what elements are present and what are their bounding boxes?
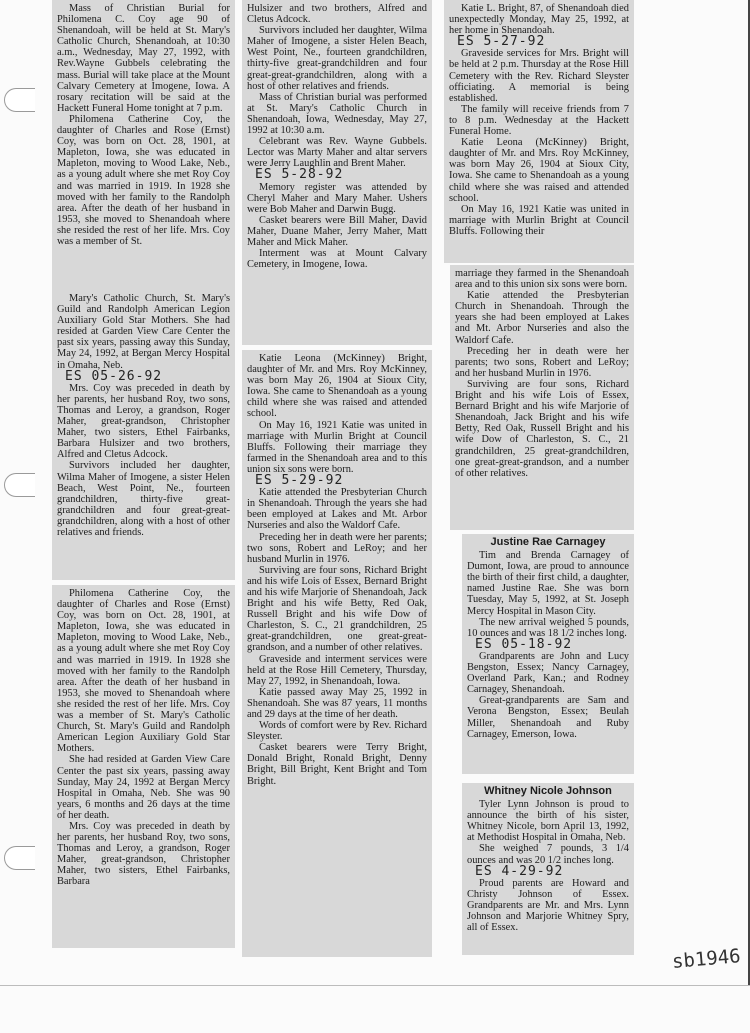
paragraph: Memory register was attended by Cheryl Maher and Mary Maher. Ushers were Bob Maher and Darwin Bugg. — [247, 181, 427, 215]
paragraph: The family will receive friends from 7 to 8 p.m. Wednesday at the Hackett Funeral Home. — [449, 103, 629, 138]
handwritten-date: ES 5-29-92 — [255, 473, 344, 489]
paragraph: On May 16, 1921 Katie was united in marriage with Murlin Bright at Council Bluffs. Following their marriage they farmed in the Shenandoah area and to this union six sons were born. — [247, 419, 427, 475]
punch-hole — [4, 473, 35, 497]
paragraph: Katie passed away May 25, 1992 in Shenandoah. She was 87 years, 11 months and 29 days at the time of her death. — [247, 686, 427, 720]
paragraph: Katie Leona (McKinney) Bright, daughter of Mr. and Mrs. Roy McKinney, was born May 26, 1904 at Sioux City, Iowa. She came to Shenandoah as a young child where she was raised and attended school. — [247, 353, 427, 420]
paragraph: On May 16, 1921 Katie was united in marriage with Murlin Bright at Council Bluffs. Following their — [449, 203, 629, 237]
clipping-coy-obituary-part2 — [52, 290, 235, 580]
handwritten-date: ES 4-29-92 — [475, 863, 564, 879]
handwritten-page-number: sb1946 — [671, 945, 742, 973]
paragraph: Mrs. Coy was preceded in death by her parents, her husband Roy, two sons, Thomas and Leroy, a grandson, Roger Maher, great-grandson, Christopher Maher, two sisters, Ethel Fairbanks, Barbara Hulsizer and two brothers, Alfred and Cletus Adcock. — [57, 382, 230, 461]
paragraph: Katie attended the Presbyterian Church in Shenandoah. Through the years she had been employed at Lakes and Mt. Arbor Nurseries and also the Waldorf Cafe. — [247, 487, 427, 532]
paragraph: Katie L. Bright, 87, of Shenandoah died unexpectedly Monday, May 25, 1992, at her home in Shenandoah. — [449, 3, 629, 37]
clipping-coy-obituary-long — [52, 585, 235, 948]
paragraph: Tyler Lynn Johnson is proud to announce the birth of his sister, Whitney Nicole, born April 13, 1992, at Methodist Hospital in Omaha, Neb. — [467, 799, 629, 844]
paragraph: Mass of Christian burial was performed at St. Mary's Catholic Church in Shenandoah, Iowa, Wednesday, May 27, 1992 at 10:30 a.m. — [247, 91, 427, 137]
paragraph: Survivors included her daughter, Wilma Maher of Imogene, a sister Helen Beach, West Point, Ne., fourteen grandchildren, thirty-five great-grandchildren and four great-great-grandchildren, along with a host of other relatives and friends. — [247, 25, 427, 92]
handwritten-date: ES 05-18-92 — [475, 636, 573, 652]
paragraph: She had resided at Garden View Care Center the past six years, passing away Sunday, May 24, 1992 at Bergan Mercy Hospital in Omaha, Neb. She was 90 years, 6 months and 26 days at the time of her death. — [57, 754, 230, 821]
paragraph: Katie attended the Presbyterian Church in Shenandoah. Through the years she had been employed at Lakes and Mt. Arbor Nurseries and also the Waldorf Cafe. — [455, 290, 629, 346]
handwritten-date: ES 5-28-92 — [255, 167, 344, 183]
paragraph: Graveside and interment services were held at the Rose Hill Cemetery, Thursday, May 27, 1992, in Shenandoah, Iowa. — [247, 653, 427, 687]
paragraph: Katie Leona (McKinney) Bright, daughter of Mr. and Mrs. Roy McKinney, was born May 26, 1904 at Sioux City, Iowa. She came to Shenandoah as a young child where she was raised and attended school. — [449, 137, 629, 204]
paragraph: Philomena Catherine Coy, the daughter of Charles and Rose (Ernst) Coy, was born on Oct. 28, 1901, at Mapleton, Iowa, she was educated in Mapleton, moving to Wood Lake, Neb., as a young adult where she met Roy Coy and was married in 1919. In 1928 she moved with her family to the Randolph area. After the death of her husband in 1953, she moved to Shenandoah where she resided the rest of her life. Mrs. Coy was a member of St. Mary's Catholic Church, St. Mary's Guild and Randolph American Legion Auxiliary Gold Star Mothers. — [57, 588, 230, 755]
paragraph: Celebrant was Rev. Wayne Gubbels. Lector was Marty Maher and altar servers were Jerry Laughlin and Brent Maher. — [247, 136, 427, 170]
clipping-bright-obituary-full — [242, 350, 432, 957]
paragraph: Interment was at Mount Calvary Cemetery, in Imogene, Iowa. — [247, 248, 427, 271]
paragraph: Hulsizer and two brothers, Alfred and Cletus Adcock. — [247, 3, 427, 26]
handwritten-date: ES 05-26-92 — [65, 368, 163, 384]
paragraph: Philomena Catherine Coy, the daughter of Charles and Rose (Ernst) Coy, was born on Oct. 28, 1901, at Mapleton, Iowa, she was educated in Mapleton, moving to Wood Lake, Neb., as a young adult where she met Roy Coy and was married in 1919. In 1928 she moved with her family to the Randolph area. After the death of her husband in 1953, she moved to Shenandoah where she resided the rest of her life. Mrs. Coy was a member of St. — [57, 113, 230, 247]
clipping-birth-johnson — [462, 783, 634, 955]
paragraph: Surviving are four sons, Richard Bright and his wife Lois of Essex, Bernard Bright and his wife Marjorie of Shenandoah, Jack Bright and his wife Betty, Red Oak, Russell Bright and his wife Dow of Charleston, S. C., 21 grandchildren, 25 great-grandchildren, one great-great-grandson, and a number of other relatives. — [247, 564, 427, 654]
paragraph: Survivors included her daughter, Wilma Maher of Imogene, a sister Helen Beach, West Point, Ne., fourteen grandchildren, thirty-five great-grandchildren and four great-great-grandchildren, along with a host of other relatives and friends. — [57, 460, 230, 538]
clipping-bright-obituary-part1 — [444, 0, 634, 263]
paragraph: Casket bearers were Terry Bright, Donald Bright, Ronald Bright, Denny Bright, Bill Bright, Kent Bright and Tom Bright. — [247, 742, 427, 787]
birth-announcement-title: Whitney Nicole Johnson — [484, 785, 612, 797]
clipping-coy-funeral — [242, 0, 432, 345]
paragraph: Tim and Brenda Carnagey of Dumont, Iowa, are proud to announce the birth of their first child, a daughter, named Justine Rae. She was born Tuesday, May 5, 1992, at St. Joseph Mercy Hospital in Mason City. — [467, 550, 629, 617]
paragraph: Mrs. Coy was preceded in death by her parents, her husband Roy, two sons, Thomas and Leroy, a grandson, Roger Maher, great-grandson, Christopher Maher, two sisters, Ethel Fairbanks, Barbara — [57, 820, 230, 888]
clipping-coy-obituary-part1 — [52, 0, 235, 290]
birth-announcement-title: Justine Rae Carnagey — [490, 536, 606, 548]
scan-edge — [0, 985, 750, 986]
paragraph: Preceding her in death were her parents; two sons, Robert and LeRoy; and her husband Murlin in 1976. — [247, 531, 427, 565]
paragraph: Casket bearers were Bill Maher, David Maher, Duane Maher, Jerry Maher, Matt Maher and Mick Maher. — [247, 214, 427, 248]
punch-hole — [4, 88, 35, 112]
paragraph: She weighed 7 pounds, 3 1/4 ounces and was 20 1/2 inches long. — [467, 843, 629, 866]
paragraph: Surviving are four sons, Richard Bright and his wife Lois of Essex, Bernard Bright and his wife Marjorie of Shenandoah, Jack Bright and his wife Betty, Red Oak, Russell Bright and his wife Dow of Charleston, S. C., 21 grandchildren, 25 great-grandchildren, one great-great-grandson, and a number of other relatives. — [455, 378, 629, 479]
paragraph: marriage they farmed in the Shenandoah area and to this union six sons were born. — [455, 268, 629, 291]
paragraph: Proud parents are Howard and Christy Johnson of Essex. Grandparents are Mr. and Mrs. Lynn Johnson and Marjorie Whitney Spry, all of Essex. — [467, 877, 629, 934]
paragraph: Graveside services for Mrs. Bright will be held at 2 p.m. Thursday at the Rose Hill Cemetery with the Rev. Richard Sleyster officiating. A memorial is being established. — [449, 48, 629, 104]
clipping-birth-carnagey — [462, 534, 634, 774]
handwritten-date: ES 5-27-92 — [457, 34, 546, 50]
paragraph: The new arrival weighed 5 pounds, 10 ounces and was 18 1/2 inches long. — [467, 616, 629, 639]
punch-hole — [4, 846, 35, 870]
paragraph: Words of comfort were by Rev. Richard Sleyster. — [247, 720, 427, 743]
paragraph: Mass of Christian Burial for Philomena C. Coy age 90 of Shenandoah, will be held at St. Mary's Catholic Church, Shenandoah, at 10:30 a.m., Wednesday, May 27, 1992, with Rev.Wayne Gubbels celebrating the mass. Burial will take place at the Mount Calvary Cemetery at Imogene, Iowa. A rosary recitation will be said at the Hackett Funeral Home tonight at 7 p.m. — [57, 3, 230, 114]
paragraph: Mary's Catholic Church, St. Mary's Guild and Randolph American Legion Auxiliary Gold Star Mothers. She had resided at Garden View Care Center the past six years, passing away this Sunday, May 24, 1992, at Bergan Mercy Hospital in Omaha, Neb. — [57, 293, 230, 371]
clipping-bright-obituary-part2 — [450, 265, 634, 530]
paragraph: Preceding her in death were her parents; two sons, Robert and LeRoy; and her husband Murlin in 1976. — [455, 345, 629, 379]
paragraph: Grandparents are John and Lucy Bengston, Essex; Nancy Carnagey, Overland Park, Kan.; and Rodney Carnagey, Shenandoah. — [467, 650, 629, 696]
paragraph: Great-grandparents are Sam and Verona Bengston, Essex; Beulah Miller, Shenandoah and Ruby Carnagey, Emerson, Iowa. — [467, 695, 629, 740]
